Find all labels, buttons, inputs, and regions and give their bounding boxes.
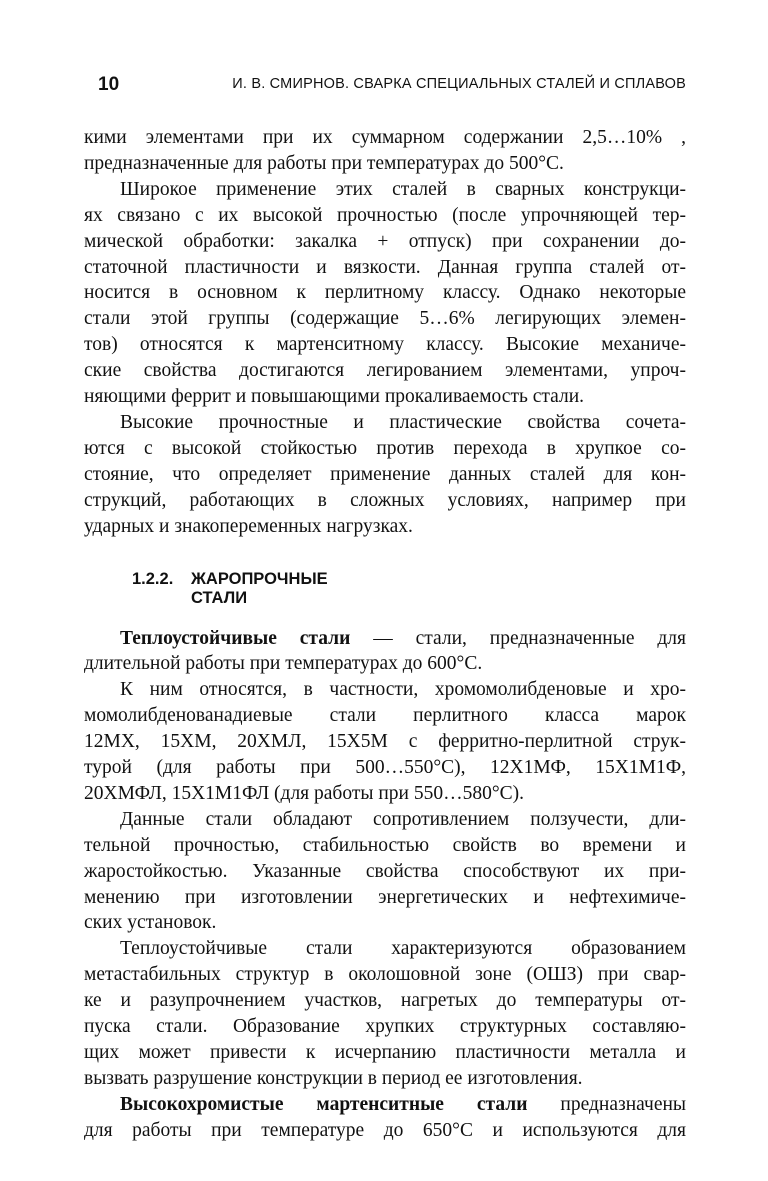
text-line: щих может привести к исчерпанию пластичности металла и [84,1042,686,1063]
paragraph-7 [84,936,686,1091]
text-line: 20ХМФЛ, 15Х1М1ФЛ (для работы при 550…580°С). [84,782,525,804]
text-line [84,1092,686,1118]
page-header [84,74,686,98]
text-line: мической обработки: закалка + отпуск) при сохранении до- [84,230,686,252]
text-line: турой (для работы при 500…550°С), 12Х1МФ, 15Х1М1Ф, [84,757,686,779]
text-fragment: — стали, предназначенные для [350,627,686,649]
section-number: 1.2.2. [132,569,174,588]
page-number: 10 [98,74,120,95]
text-line [84,626,686,652]
text-line: ях связано с их высокой прочностью (после упрочняющей тер- [84,204,686,226]
text-line: носится в основном к перлитному классу. Однако некоторые [84,282,686,304]
running-title: И. В. СМИРНОВ. СВАРКА СПЕЦИАЛЬНЫХ СТАЛЕЙ И СПЛАВОВ [232,76,686,92]
paragraph-5 [84,677,686,807]
text-line: менению при изготовлении энергетических и нефтехимиче- [84,886,686,908]
section-heading [132,570,686,608]
text-line: пуска стали. Образование хрупких структурных составляю- [84,1016,686,1038]
paragraph-1 [84,125,686,177]
text-line: вызвать разрушение конструкции в период ее изготовления. [84,1067,583,1089]
text-line: ударных и знакопеременных нагрузках. [84,515,413,537]
text-line: ются с высокой стойкостью против перехода в хрупкое со- [84,437,686,459]
text-line: длительной работы при температурах до 600°С. [84,653,483,675]
paragraph-2 [84,177,686,410]
text-line: стояние, что определяет применение данных сталей для кон- [84,463,686,485]
text-line: метастабильных структур в околошовной зоне (ОШЗ) при свар- [84,964,686,986]
paragraph-3 [84,410,686,540]
body-text [84,125,686,1144]
text-line: Теплоустойчивые стали характеризуются образованием [120,938,686,960]
text-line: ке и разупрочнением участков, нагретых до температуры от- [84,990,686,1012]
paragraph-8 [84,1092,686,1144]
text-line: ских установок. [84,912,217,934]
section-title-line2: СТАЛИ [191,588,248,607]
text-line: стали этой группы (содержащие 5…6% легирующих элемен- [84,308,686,330]
paragraph-4 [84,626,686,678]
text-line: для работы при температуре до 650°С и используются для [84,1119,686,1141]
text-line: ские свойства достигаются легированием элементами, упроч- [84,360,686,382]
text-fragment: предназначены [527,1093,687,1115]
term-bold: Высокохромистые мартенситные стали [120,1093,528,1115]
text-line: Данные стали обладают сопротивлением ползучести, дли- [120,808,686,830]
text-line: момолибденованадиевые стали перлитного класса марок [84,705,686,727]
text-line: К ним относятся, в частности, хромомолибденовые и хро- [120,679,686,701]
text-line: предназначенные для работы при температурах до 500°С. [84,152,564,174]
text-line: жаростойкостью. Указанные свойства способствуют их при- [84,860,686,882]
text-line: тельной прочностью, стабильностью свойств во времени и [84,834,686,856]
text-line: кими элементами при их суммарном содержании 2,5…10% , [84,127,686,148]
text-line: 12МХ, 15ХМ, 20ХМЛ, 15Х5М с ферритно-перлитной струк- [84,731,686,753]
text-line: статочной пластичности и вязкости. Данная группа сталей от- [84,256,686,278]
text-line: тов) относятся к мартенситному классу. Высокие механиче- [84,334,686,356]
term-bold: Теплоустойчивые стали [120,627,351,649]
text-line: струкций, работающих в сложных условиях, например при [84,489,686,511]
section-title-line1: ЖАРОПРОЧНЫЕ [191,569,328,588]
paragraph-6 [84,807,686,937]
text-line: Широкое применение этих сталей в сварных конструкци- [120,178,686,200]
text-line: няющими феррит и повышающими прокаливаемость стали. [84,386,585,408]
text-line: Высокие прочностные и пластические свойства сочета- [120,411,686,433]
